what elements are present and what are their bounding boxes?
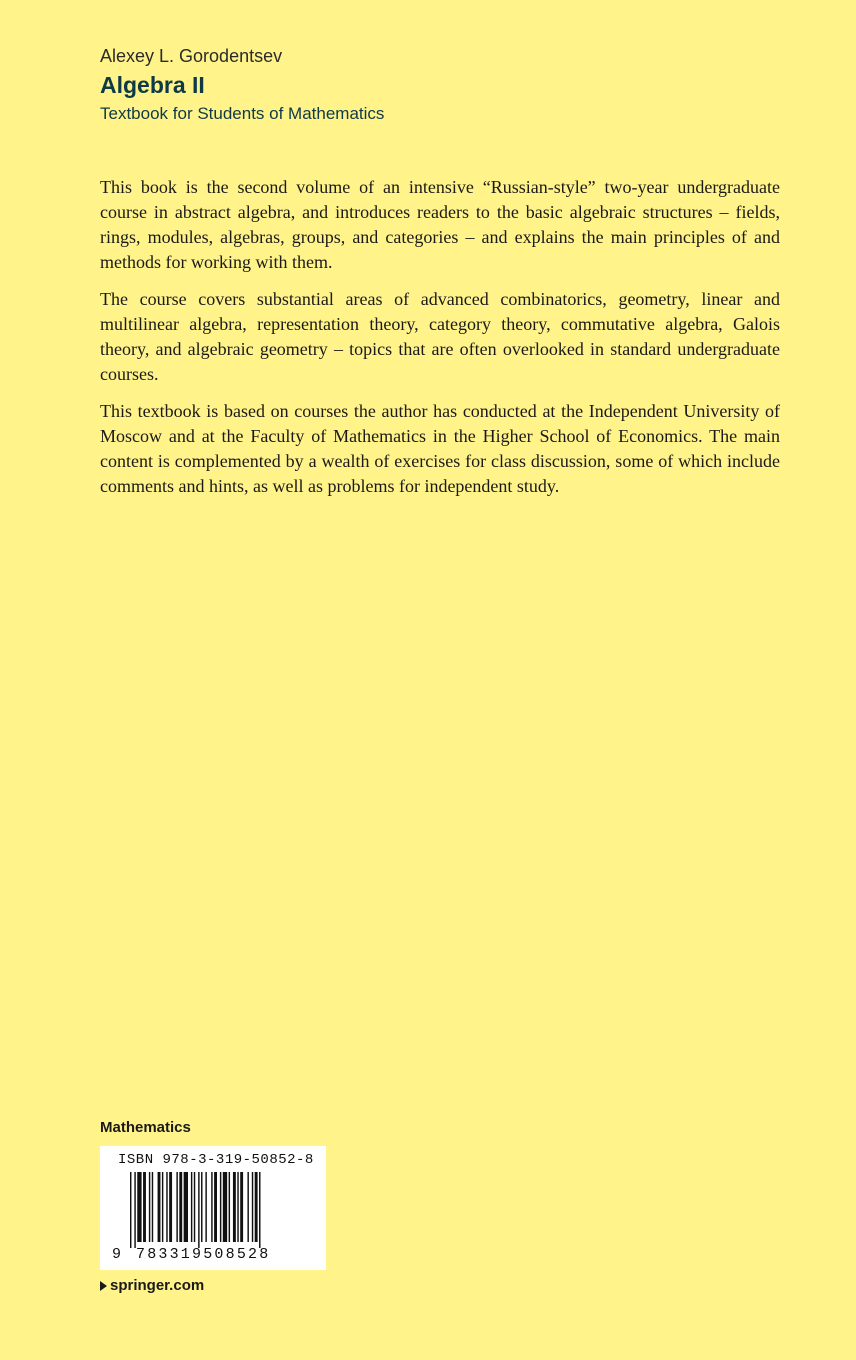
barcode-bar <box>191 1172 192 1242</box>
description-paragraph: This textbook is based on courses the author has conducted at the Independent University of Moscow and at the Faculty of Mathematics in the Higher School of Economics. The main content is complemented by a wealth of exercises for class discussion, some of which include comments and hints, as well as problems for independent study. <box>100 401 780 496</box>
barcode-bar <box>137 1172 141 1242</box>
barcode-bar <box>205 1172 206 1242</box>
ean-digits: 783319508528 <box>136 1246 271 1263</box>
ean-first-digit: 9 <box>112 1246 122 1263</box>
isbn-label: ISBN 978-3-319-50852-8 <box>118 1152 314 1168</box>
barcode-bar <box>194 1172 195 1242</box>
barcode-bars <box>130 1172 306 1248</box>
barcode-bar <box>158 1172 161 1242</box>
barcode-bar <box>255 1172 258 1242</box>
barcode-bar <box>223 1172 227 1242</box>
barcode-bar <box>166 1172 167 1242</box>
barcode-bar <box>152 1172 153 1242</box>
barcode-bar <box>240 1172 243 1242</box>
book-description <box>100 175 780 511</box>
barcode-bar <box>134 1172 135 1248</box>
barcode-bar <box>233 1172 236 1242</box>
barcode-bar <box>201 1172 202 1242</box>
barcode-bar <box>169 1172 172 1242</box>
barcode-bar <box>130 1172 131 1248</box>
publisher-link[interactable] <box>100 1277 204 1294</box>
barcode-bar <box>211 1172 212 1242</box>
barcode-bar <box>149 1172 150 1242</box>
barcode-bar <box>220 1172 221 1242</box>
description-paragraph: This book is the second volume of an intensive “Russian-style” two-year undergraduate course in abstract algebra, and introduces readers to the basic algebraic structures – fields, rings, modules, algebras, groups, and categories – and explains the main principles of and methods for working with them. <box>100 177 780 272</box>
barcode-bar <box>162 1172 163 1242</box>
arrow-right-icon <box>100 1281 107 1291</box>
barcode-bar <box>237 1172 238 1242</box>
cover-header <box>100 44 780 126</box>
barcode-bar <box>184 1172 188 1242</box>
book-subtitle: Textbook for Students of Mathematics <box>100 104 385 123</box>
description-paragraph: The course covers substantial areas of advanced combinatorics, geometry, linear and multilinear algebra, representation theory, category theory, commutative algebra, Galois theory, and algebraic geometry – topics that are often overlooked in standard undergraduate courses. <box>100 289 780 384</box>
barcode-bar <box>259 1172 260 1248</box>
barcode-bar <box>252 1172 253 1242</box>
barcode-bar <box>179 1172 182 1242</box>
book-title: Algebra II <box>100 72 205 98</box>
barcode-bar <box>214 1172 217 1242</box>
author-name: Alexey L. Gorodentsev <box>100 46 283 66</box>
barcode-bar <box>229 1172 230 1242</box>
barcode-bar <box>143 1172 146 1242</box>
barcode-bar <box>198 1172 199 1248</box>
barcode-bar <box>176 1172 177 1242</box>
publisher-url: springer.com <box>110 1277 205 1294</box>
subject-category: Mathematics <box>100 1119 191 1136</box>
isbn-barcode <box>100 1146 326 1270</box>
barcode-bar <box>247 1172 248 1242</box>
